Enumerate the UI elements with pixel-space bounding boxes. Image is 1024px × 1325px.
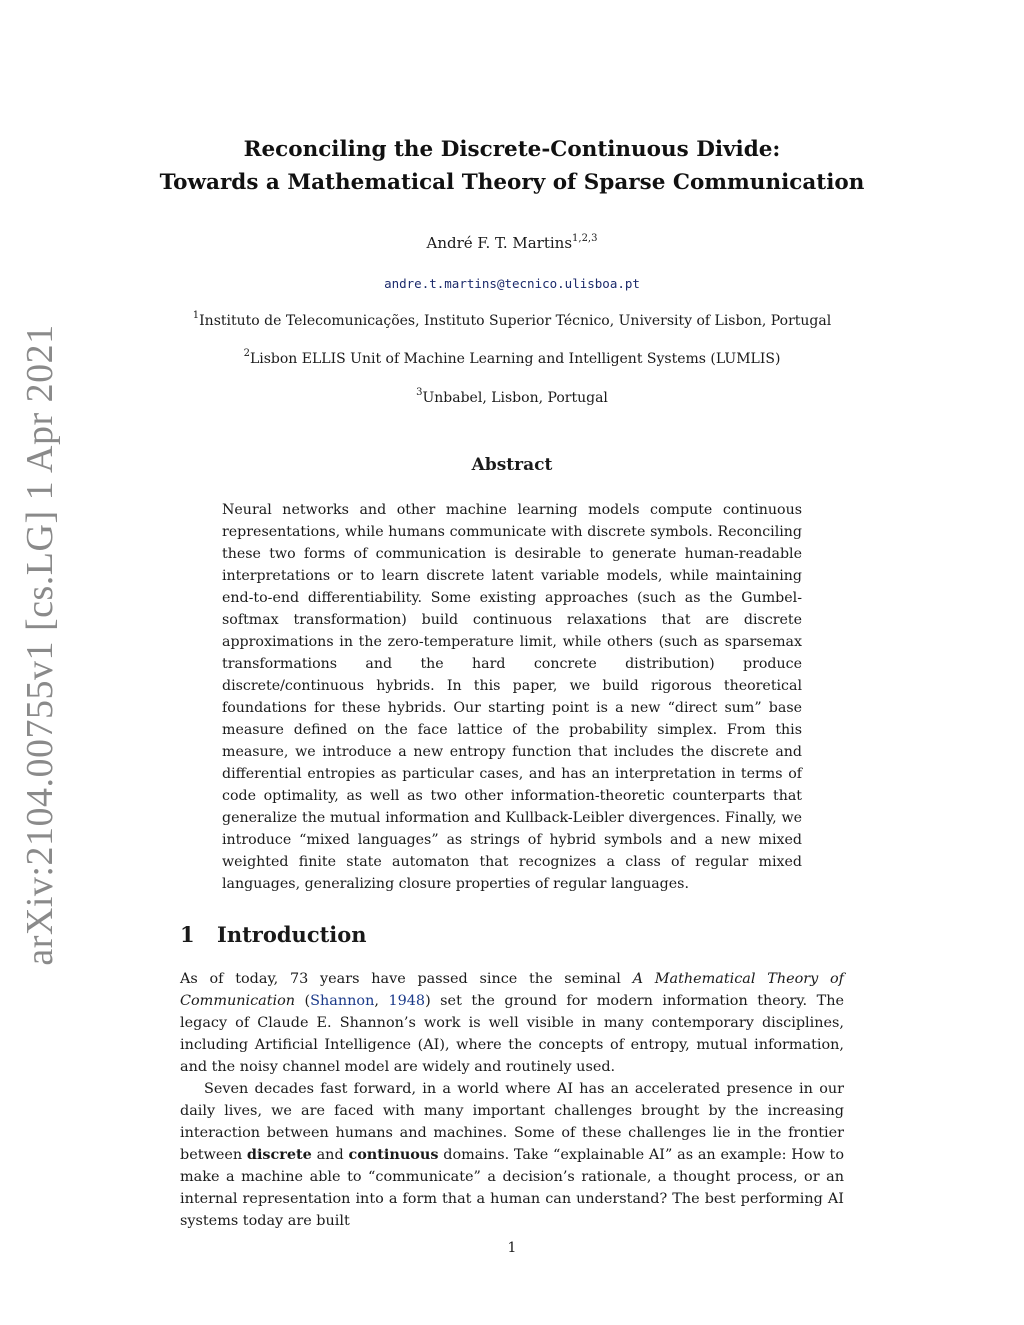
- affiliation-3-mark: 3: [416, 387, 423, 399]
- intro-p1-cite-sep: ,: [374, 993, 389, 1009]
- intro-p2-text-start: Seven decades fast forward, in a world where AI has an accelerated presence in our daily lives, we are faced with many important challenges brought by the increasing interaction between humans and machines. Some of these challenges lie in the frontier between: [180, 1081, 844, 1163]
- intro-p1-text-end: ) set the ground for modern information theory. The legacy of Claude E. Shannon’s work is well visible in many contemporary disciplines, including Artificial Intelligence (AI), where the concepts of entropy, mutual information, and the noisy channel model are widely and routinely used.: [180, 993, 844, 1075]
- section-heading-introduction: [180, 922, 367, 947]
- citation-author-link[interactable]: Shannon: [310, 993, 375, 1009]
- intro-p1-text-start: As of today, 73 years have passed since the seminal: [180, 971, 633, 987]
- title-line-1: Reconciling the Discrete-Continuous Divide:: [243, 137, 781, 162]
- author-name: André F. T. Martins: [426, 234, 573, 252]
- introduction-body: [180, 968, 844, 1232]
- affiliation-1-mark: 1: [192, 310, 200, 322]
- arxiv-identifier-text: arXiv:2104.00755v1 [cs.LG] 1 Apr 2021: [19, 324, 61, 966]
- affiliation-2-text: Lisbon ELLIS Unit of Machine Learning and Intelligent Systems (LUMLIS): [249, 351, 781, 367]
- author-line: [0, 232, 1024, 254]
- intro-p1-paren: (: [295, 993, 311, 1009]
- author-affiliation-marks: 1,2,3: [572, 233, 598, 244]
- affiliation-3: [0, 387, 1024, 406]
- section-number: 1: [180, 922, 195, 947]
- intro-p2-bold-continuous: continuous: [348, 1146, 439, 1163]
- paper-title: [0, 133, 1024, 199]
- affiliation-2-mark: 2: [243, 348, 250, 360]
- section-title: Introduction: [217, 922, 367, 947]
- affiliation-2: [0, 348, 1024, 367]
- affiliation-1-text: Instituto de Telecomunicações, Instituto Superior Técnico, University of Lisbon, Portugal: [199, 313, 832, 329]
- citation-year-link[interactable]: 1948: [388, 993, 426, 1009]
- intro-paragraph-1: [180, 968, 844, 1078]
- intro-paragraph-2: [180, 1078, 844, 1232]
- abstract-heading: Abstract: [471, 455, 553, 475]
- title-line-2: Towards a Mathematical Theory of Sparse Communication: [159, 170, 865, 195]
- intro-p2-text-mid: and: [311, 1147, 349, 1163]
- author-email[interactable]: andre.t.martins@tecnico.ulisboa.pt: [384, 276, 640, 291]
- intro-p1-cited-work: A Mathematical Theory of Communication: [180, 971, 844, 1009]
- page-number: 1: [507, 1240, 517, 1256]
- abstract-text: Neural networks and other machine learning models compute continuous representations, while humans communicate with discrete symbols. Reconciling these two forms of communication is desirable to generate human-readable interpretations or to learn discrete latent variable models, while maintaining end-to-end differentiability. Some existing approaches (such as the Gumbel-softmax transformation) build continuous relaxations that are discrete approximations in the zero-temperature limit, while others (such as sparsemax transformations and the hard concrete distribution) produce discrete/continuous hybrids. In this paper, we build rigorous theoretical foundations for these hybrids. Our starting point is a new “direct sum” base measure defined on the face lattice of the probability simplex. From this measure, we introduce a new entropy function that includes the discrete and differential entropies as particular cases, and has an interpretation in terms of code optimality, as well as two other information-theoretic counterparts that generalize the mutual information and Kullback-Leibler divergences. Finally, we introduce “mixed languages” as strings of hybrid symbols and a new mixed weighted finite state automaton that recognizes a class of regular mixed languages, generalizing closure properties of regular languages.: [222, 502, 802, 892]
- affiliation-3-text: Unbabel, Lisbon, Portugal: [422, 390, 608, 406]
- affiliation-1: [0, 310, 1024, 329]
- intro-p2-bold-discrete: discrete: [246, 1146, 312, 1163]
- intro-p2-text-end: domains. Take “explainable AI” as an example: How to make a machine able to “communicate” a decision’s rationale, a thought process, or an internal representation into a form that a human can understand? The best performing AI systems today are built: [180, 1147, 844, 1229]
